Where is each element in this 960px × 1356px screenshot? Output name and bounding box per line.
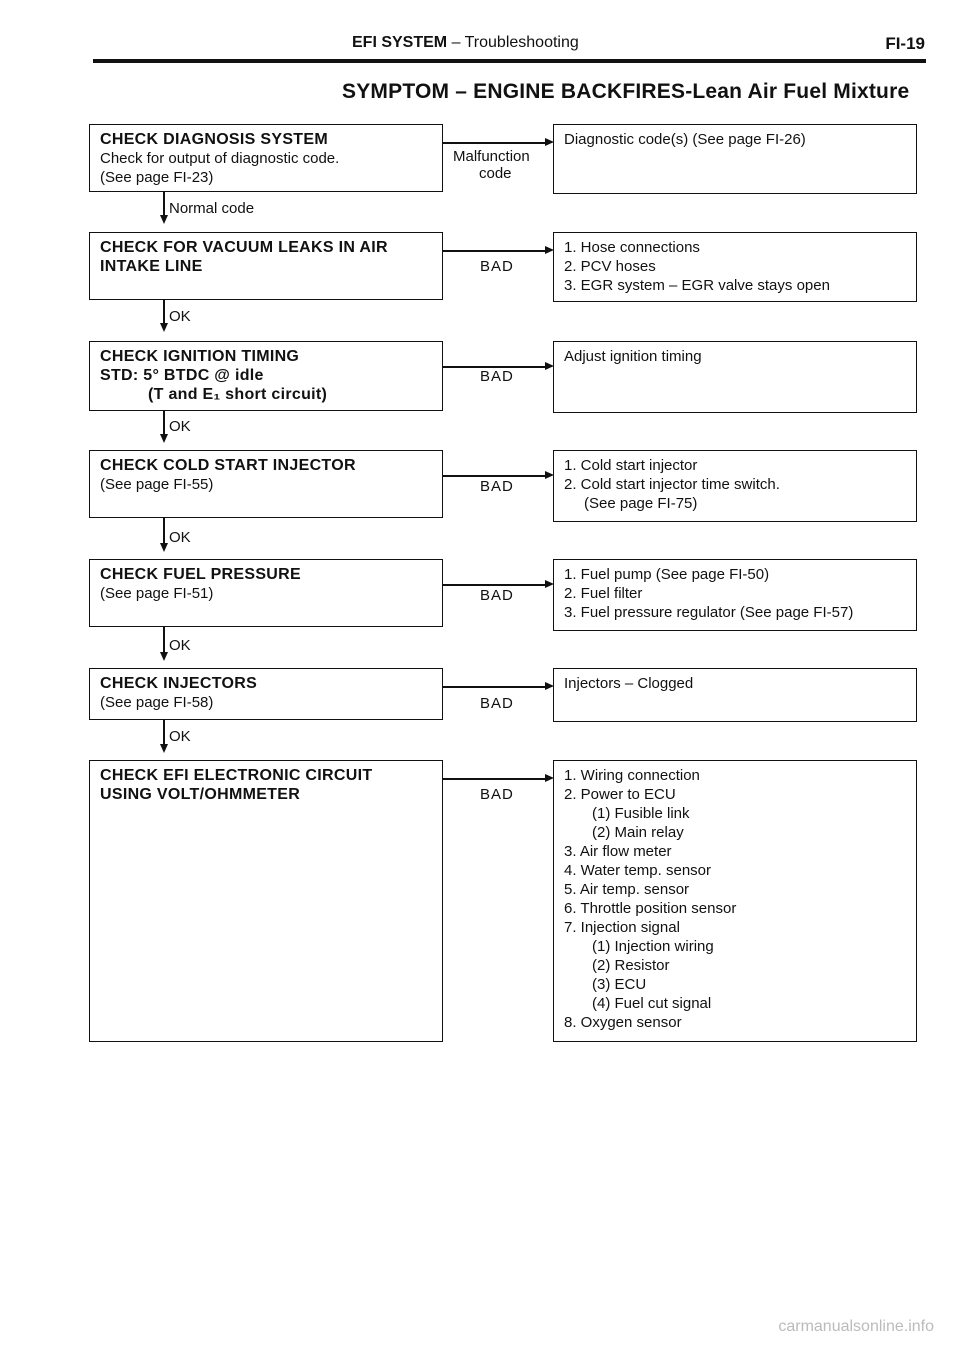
branch-label: code — [479, 165, 512, 182]
result-line: (2) Resistor — [592, 957, 670, 974]
branch-line — [443, 778, 546, 780]
check-title: CHECK DIAGNOSIS SYSTEM — [100, 131, 328, 148]
flow-line — [163, 300, 165, 324]
result-box-vacuum — [553, 232, 917, 302]
header-title: EFI SYSTEM – Troubleshooting — [352, 34, 579, 51]
result-box-injectors — [553, 668, 917, 722]
check-title: USING VOLT/OHMMETER — [100, 786, 301, 803]
branch-line — [443, 142, 546, 144]
result-line: 4. Water temp. sensor — [564, 862, 711, 879]
result-line: 6. Throttle position sensor — [564, 900, 737, 917]
check-detail: (See page FI-55) — [100, 476, 214, 493]
result-line: (3) ECU — [592, 976, 647, 993]
check-box-injectors — [89, 668, 443, 720]
result-line: 1. Cold start injector — [564, 457, 698, 474]
arrow-down-icon — [160, 323, 168, 332]
result-box-electronic-circuit — [553, 760, 917, 1042]
check-box-electronic-circuit — [89, 760, 443, 1042]
flow-label: OK — [169, 728, 191, 745]
result-line: 2. Cold start injector time switch. — [564, 476, 780, 493]
check-title: CHECK FOR VACUUM LEAKS IN AIR — [100, 239, 388, 256]
check-title: CHECK EFI ELECTRONIC CIRCUIT — [100, 767, 373, 784]
result-box-fuel-pressure — [553, 559, 917, 631]
symptom-title: SYMPTOM – ENGINE BACKFIRES-Lean Air Fuel Mixture — [342, 80, 910, 103]
branch-label: Malfunction — [453, 148, 530, 165]
flow-line — [163, 720, 165, 745]
flow-label: Normal code — [169, 200, 255, 217]
result-line: 2. Fuel filter — [564, 585, 643, 602]
flow-label: OK — [169, 308, 191, 325]
branch-label: BAD — [480, 478, 514, 495]
check-detail: (See page FI-23) — [100, 169, 214, 186]
check-title: INTAKE LINE — [100, 258, 203, 275]
result-line: 5. Air temp. sensor — [564, 881, 690, 898]
result-line: 7. Injection signal — [564, 919, 680, 936]
check-title: (T and E₁ short circuit) — [148, 386, 328, 403]
result-line: (1) Fusible link — [592, 805, 690, 822]
flow-line — [163, 518, 165, 544]
arrow-down-icon — [160, 543, 168, 552]
result-line: 3. EGR system – EGR valve stays open — [564, 277, 830, 294]
branch-label: BAD — [480, 258, 514, 275]
check-box-cold-start — [89, 450, 443, 518]
result-line: 1. Fuel pump (See page FI-50) — [564, 566, 770, 583]
branch-label: BAD — [480, 368, 514, 385]
flow-line — [163, 192, 165, 216]
result-line: 2. PCV hoses — [564, 258, 656, 275]
arrow-down-icon — [160, 744, 168, 753]
result-line: 1. Wiring connection — [564, 767, 700, 784]
result-line: 3. Air flow meter — [564, 843, 672, 860]
arrow-down-icon — [160, 652, 168, 661]
check-box-fuel-pressure — [89, 559, 443, 627]
branch-label: BAD — [480, 786, 514, 803]
branch-line — [443, 686, 546, 688]
check-detail: Check for output of diagnostic code. — [100, 150, 340, 167]
check-title: CHECK INJECTORS — [100, 675, 258, 692]
result-line: Injectors – Clogged — [564, 675, 694, 692]
result-line: Diagnostic code(s) (See page FI-26) — [564, 131, 806, 148]
result-line: (1) Injection wiring — [592, 938, 714, 955]
flow-label: OK — [169, 637, 191, 654]
check-detail: (See page FI-51) — [100, 585, 214, 602]
result-line: 8. Oxygen sensor — [564, 1014, 682, 1031]
result-box-ignition — [553, 341, 917, 413]
result-line: (2) Main relay — [592, 824, 684, 841]
check-title: CHECK COLD START INJECTOR — [100, 457, 356, 474]
result-line: 1. Hose connections — [564, 239, 700, 256]
arrow-down-icon — [160, 215, 168, 224]
check-box-diagnosis — [89, 124, 443, 192]
result-box-diagnosis — [553, 124, 917, 194]
check-title: STD: 5° BTDC @ idle — [100, 367, 264, 384]
arrow-down-icon — [160, 434, 168, 443]
result-line: Adjust ignition timing — [564, 348, 702, 365]
check-box-vacuum — [89, 232, 443, 300]
page-number: FI-19 — [885, 34, 925, 53]
flow-label: OK — [169, 418, 191, 435]
result-line: 3. Fuel pressure regulator (See page FI-57) — [564, 604, 854, 621]
header-rule — [93, 59, 926, 63]
result-box-cold-start — [553, 450, 917, 522]
flow-line — [163, 411, 165, 435]
watermark: carmanualsonline.info — [778, 1318, 934, 1335]
branch-line — [443, 250, 546, 252]
branch-line — [443, 584, 546, 586]
flow-line — [163, 627, 165, 653]
check-box-ignition — [89, 341, 443, 411]
flow-label: OK — [169, 529, 191, 546]
branch-label: BAD — [480, 695, 514, 712]
check-title: CHECK FUEL PRESSURE — [100, 566, 301, 583]
result-line: 2. Power to ECU — [564, 786, 676, 803]
branch-label: BAD — [480, 587, 514, 604]
result-line: (See page FI-75) — [584, 495, 698, 512]
result-line: (4) Fuel cut signal — [592, 995, 712, 1012]
check-title: CHECK IGNITION TIMING — [100, 348, 300, 365]
check-detail: (See page FI-58) — [100, 694, 214, 711]
branch-line — [443, 475, 546, 477]
